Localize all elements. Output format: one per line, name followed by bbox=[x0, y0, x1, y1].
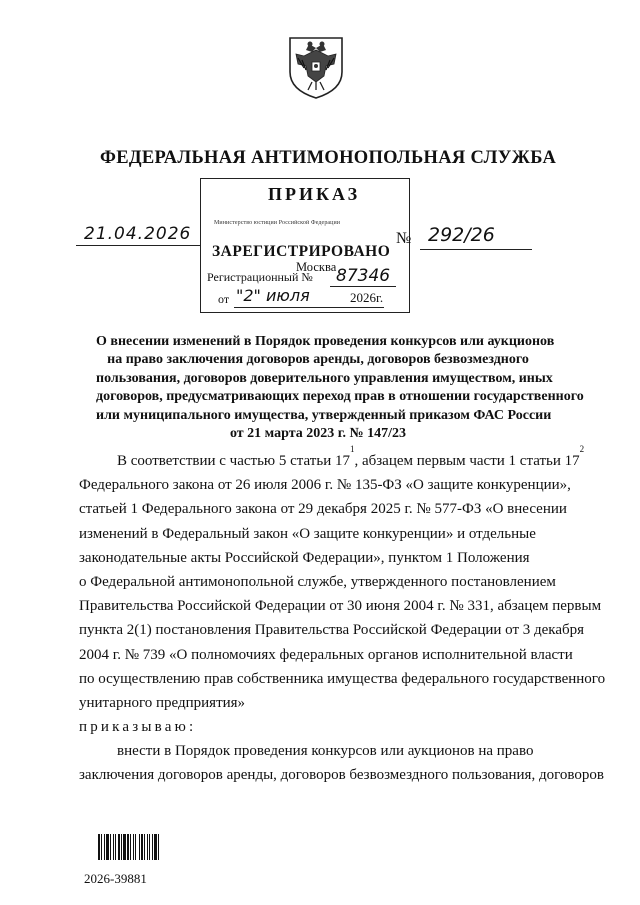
body-line: о Федеральной антимонопольной службе, утвержденного постановлением bbox=[79, 573, 556, 590]
superscript: 2 bbox=[579, 444, 585, 454]
body-line: 2004 г. № 739 «О полномочиях федеральных органов исполнительной власти bbox=[79, 646, 573, 663]
stamp-regnum-underline bbox=[330, 286, 396, 287]
body-line: пункта 2(1) постановления Правительства Российской Федерации от 3 декабря bbox=[79, 622, 585, 639]
stamp-regdate-from: от bbox=[218, 292, 230, 306]
order-date-underline bbox=[76, 245, 200, 246]
barcode-icon bbox=[98, 834, 174, 860]
title-line: на право заключения договоров аренды, договоров безвозмездного bbox=[107, 352, 529, 368]
body-line: по осуществлению прав собственника имущества федерального государственного bbox=[79, 670, 606, 687]
directive-line: заключения договоров аренды, договоров безвозмездного пользования, договоров bbox=[79, 767, 604, 784]
body-text: В соответствии с частью 5 статьи 17 bbox=[117, 453, 350, 469]
order-number-label: № bbox=[396, 230, 412, 247]
body-line bbox=[79, 444, 612, 473]
directive-line: внести в Порядок проведения конкурсов или аукционов на право bbox=[117, 743, 534, 760]
document-title bbox=[96, 333, 584, 443]
document-type-heading: ПРИКАЗ bbox=[268, 184, 361, 204]
order-number-underline bbox=[420, 249, 532, 250]
stamp-regnum-label: Регистрационный № bbox=[207, 270, 313, 284]
body-line: законодательные акты Российской Федерации», пунктом 1 Положения bbox=[79, 549, 530, 566]
stamp-city: Москва bbox=[296, 260, 337, 274]
stamp-regdate-value: "2" июля bbox=[236, 286, 310, 305]
order-date-handwritten: 21.04.2026 bbox=[84, 224, 192, 244]
order-word: приказываю: bbox=[79, 719, 197, 736]
body-text: , абзацем первым части 1 статьи 17 bbox=[354, 453, 580, 469]
body-line: унитарного предприятия» bbox=[79, 694, 246, 711]
order-number-handwritten: 292/26 bbox=[428, 224, 495, 246]
body-line: изменений в Федеральный закон «О защите конкуренции» и отдельные bbox=[79, 525, 536, 542]
title-line: пользования, договоров доверительного управления имуществом, иных bbox=[96, 370, 553, 386]
stamp-ministry-text: Министерство юстиции Российской Федерации bbox=[214, 220, 341, 226]
stamp-regdate-year: 2026г. bbox=[350, 290, 384, 305]
title-line: или муниципального имущества, утвержденный приказом ФАС России bbox=[96, 407, 552, 423]
document-number: 2026-39881 bbox=[84, 871, 147, 886]
stamp-regnum-value: 87346 bbox=[336, 266, 391, 286]
body-line: Правительства Российской Федерации от 30 июня 2004 г. № 331, абзацем первым bbox=[79, 598, 602, 615]
title-line: от 21 марта 2023 г. № 147/23 bbox=[229, 426, 407, 442]
body-line: статьей 1 Федерального закона от 29 декабря 2025 г. № 577-ФЗ «О внесении bbox=[79, 501, 567, 518]
agency-name: ФЕДЕРАЛЬНАЯ АНТИМОНОПОЛЬНАЯ СЛУЖБА bbox=[100, 148, 557, 168]
body-line: Федерального закона от 26 июля 2006 г. № 135-ФЗ «О защите конкуренции», bbox=[79, 477, 571, 494]
stamp-regdate-underline bbox=[234, 307, 384, 308]
stamp-registered-label: ЗАРЕГИСТРИРОВАНО bbox=[212, 243, 391, 260]
title-line: договоров, предусматривающих переход прав в отношении государственного bbox=[96, 389, 584, 405]
superscript: 1 bbox=[349, 444, 355, 454]
document-body bbox=[79, 444, 612, 788]
title-line: О внесении изменений в Порядок проведения конкурсов или аукционов bbox=[96, 334, 555, 349]
coat-of-arms-emblem-icon bbox=[284, 34, 348, 102]
